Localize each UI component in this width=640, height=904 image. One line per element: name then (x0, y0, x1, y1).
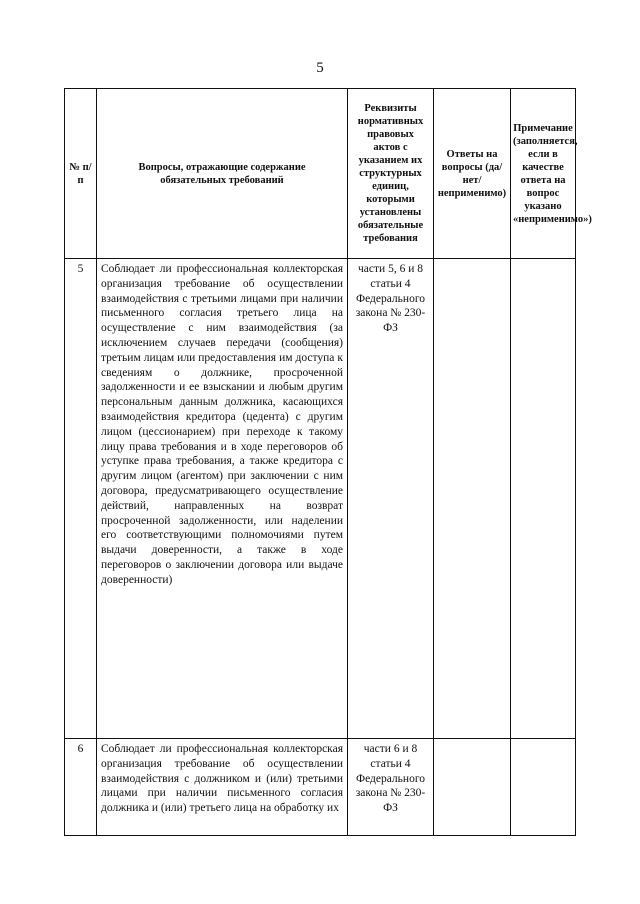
row-acts: части 6 и 8 статьи 4 Федерального закона № 230-ФЗ (348, 739, 434, 836)
header-acts: Реквизиты нормативных правовых актов с указанием их структурных единиц, которыми установлены обязательные требования (348, 89, 434, 259)
row-question: Соблюдает ли профессиональная коллекторская организация требование об осуществлении взаимодействия с должником и (или) третьими лицами при наличии письменного согласия должника и (или) третьего лица на обработку их (97, 739, 348, 836)
table-row (65, 739, 576, 836)
row-num: 6 (65, 739, 97, 836)
row-num: 5 (65, 259, 97, 739)
table-header-row (65, 89, 576, 259)
row-answer-cell[interactable] (434, 259, 511, 739)
row-answer-cell[interactable] (434, 739, 511, 836)
row-note-cell[interactable] (511, 739, 576, 836)
row-acts: части 5, 6 и 8 статьи 4 Федерального закона № 230-ФЗ (348, 259, 434, 739)
row-note-cell[interactable] (511, 259, 576, 739)
row-question: Соблюдает ли профессиональная коллекторская организация требование об осуществлении взаимодействия с третьими лицами при наличии письменного согласия третьего лица на осуществление с ним взаимодействия (за исключением случаев передачи (сообщения) третьим лицам или предоставления им доступа к сведениям о должнике, просроченной задолженности и ее взыскании и любым другим персональным данным должника, касающихся взаимодействия кредитора (цедента) с другим лицом (цессионарием) при переходе к такому лицу права требования и в ходе переговоров об уступке права требования, а также кредитора с другим лицом (агентом) при заключении с ним договора, предусматривающего осуществление действий, направленных на возврат просроченной задолженности, или наделении его соответствующими полномочиями путем выдачи доверенности, а также в ходе переговоров о заключении договора или выдаче доверенности) (97, 259, 348, 739)
table-row (65, 259, 576, 739)
header-answers: Ответы на вопросы (да/нет/ неприменимо) (434, 89, 511, 259)
header-question: Вопросы, отражающие содержание обязательных требований (97, 89, 348, 259)
header-note: Примечание (заполняется, если в качестве ответа на вопрос указано «неприменимо») (511, 89, 576, 259)
requirements-table (64, 88, 592, 836)
header-num: № п/п (65, 89, 97, 259)
page-number: 5 (316, 60, 324, 76)
